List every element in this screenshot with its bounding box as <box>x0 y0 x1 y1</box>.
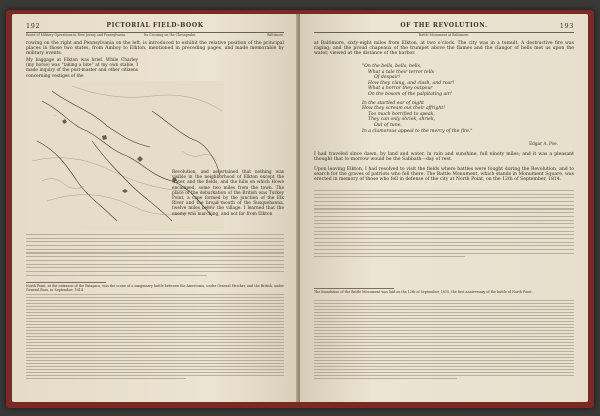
poem-line: Out of tune, <box>374 122 402 128</box>
right-page-header <box>314 20 574 33</box>
poem-line: How they scream out their affright! <box>362 106 446 112</box>
poem-line: "On the bells, bells, bells, <box>362 64 422 69</box>
left-footnote-text-block <box>26 294 284 381</box>
left-page-header <box>26 20 284 33</box>
poem-line: What a tale their terror tells <box>368 69 435 75</box>
right-footnote-rule <box>314 288 394 289</box>
svg-text:·: · <box>54 113 56 118</box>
poem-attribution: Edgar A. Poe. <box>529 141 558 146</box>
right-subhead-center: Battle Monument at Baltimore. <box>418 33 470 37</box>
left-body-text-block <box>26 234 284 278</box>
svg-text:·: · <box>134 151 136 156</box>
left-subhead-right: Baltimore. <box>267 33 284 37</box>
left-page-number: 192 <box>26 22 41 30</box>
poem-line: They can only shriek, shriek, <box>368 117 436 123</box>
right-subhead <box>314 33 574 39</box>
left-running-title: PICTORIAL FIELD-BOOK <box>106 22 204 29</box>
right-running-title: OF THE REVOLUTION. <box>400 22 488 29</box>
right-footnote: The foundation of the Battle Monument was laid on the 12th of September, 1815, the first anniversary of the battle of North Point. <box>314 290 533 294</box>
left-footnote: North Point, at the entrance of the Patapsco, was the scene of a sanguinary battle between the Americans, under General Stricker, and the British, under General Ross, in September, 1814. <box>26 284 284 292</box>
left-subhead <box>26 33 284 39</box>
left-text-beside-map: My baggage at Elkton was brief. While Charley (my horse) was "taking a bite" at my own stable, I made inquiry of the post-master and other citizens concerning vestiges of the <box>26 58 138 79</box>
right-opening-text: at Baltimore, sixty-eight miles from Elkton, at two o'clock. The city was in a tumult. A destructive fire was raging; and the proud chapeaux of the trumpet above the flames and the clangor of bells met us upon the water, viewed at the distance of the harbor. <box>314 41 574 57</box>
left-page <box>12 14 298 402</box>
right-page <box>300 14 588 402</box>
right-body-text: Upon leaving Elkton, I had resolved to visit the fields where battles were fought during the Revolution, and to search for the graves of patriots who fell there. The Battle Monument, which stands in Monument Square, was erected in memory of those who fell in defense of the city at North Point, on the 12th of September, 1814. <box>314 167 574 183</box>
right-after-poem-text: I had traveled since dawn, by land and water, in rain and sunshine, full ninety miles; and it was a pleasant thought that to-morrow would be the Sabbath—day of rest. <box>314 152 574 163</box>
poem-line: On the bosom of the palpitating air! <box>368 91 452 97</box>
right-page-number: 193 <box>559 22 574 30</box>
right-footnote-text-block <box>314 300 574 381</box>
poem-line: What a horror they outpour <box>368 86 433 92</box>
left-opening-text: rowing on the right and Pennsylvania on the left, is introduced to exhibit the relative position of the principal places in those two states, from Amboy to Elkton, mentioned in preceding pages, and made memorable by military events. <box>26 41 284 57</box>
poem-line: In a clamorous appeal to the mercy of the fire." <box>362 128 473 134</box>
left-subhead-left: Route of Military Operations in New Jersey and Pennsylvania. <box>26 33 127 37</box>
poem-line: Too much horrified to speak, <box>368 111 435 117</box>
left-text-below-map: Revolution, and ascertained that nothing was visible in the neighborhood of Elkton except the water, and the fields, and the hills on which Howe encamped, some two miles from the town. The place of the debarkation of the British was Turkey Point, a cape formed by the junction of the Elk River and the broad mouth of the Susquehanna, twelve miles below the village. I learned that the enemy was marching, and not far from Elkton <box>172 170 284 217</box>
svg-text:·: · <box>170 173 172 178</box>
left-subhead-center: Its Crossing on the Chesapeake. <box>144 33 197 37</box>
svg-text:·: · <box>92 129 94 134</box>
left-footnote-rule <box>26 282 106 283</box>
poem-line: Of despair! <box>374 75 401 81</box>
poem-line: How they clang, and clash, and roar! <box>368 80 455 86</box>
poem-line: In the startled ear of night <box>362 100 425 106</box>
right-body-text-block <box>314 190 574 260</box>
poem-block <box>362 64 532 134</box>
